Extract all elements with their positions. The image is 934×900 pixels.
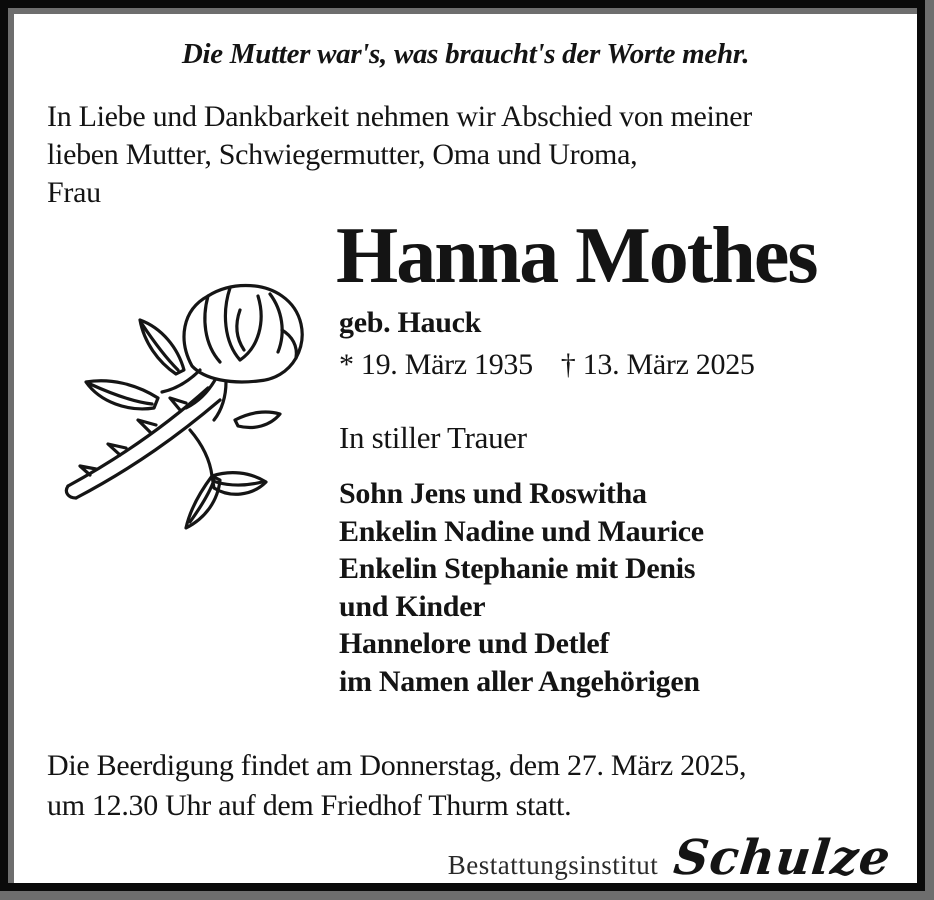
birth-date: * 19. März 1935: [339, 348, 533, 381]
intro-line: lieben Mutter, Schwiegermutter, Oma und Uroma,: [47, 138, 638, 171]
mourner-line: Hannelore und Detlef: [339, 627, 610, 660]
notice-card: [14, 14, 917, 886]
rose-icon: [30, 270, 330, 530]
life-dates: [339, 348, 755, 382]
funeral-line: Die Beerdigung findet am Donnerstag, dem 27. März 2025,: [47, 749, 747, 782]
undertaker-name: Schulze: [671, 830, 894, 886]
funeral-line: um 12.30 Uhr auf dem Friedhof Thurm statt.: [47, 789, 572, 822]
epigraph: Die Mutter war's, was braucht's der Worte mehr.: [181, 38, 750, 70]
mourner-line: Enkelin Stephanie mit Denis: [339, 552, 696, 585]
mourner-line: Enkelin Nadine und Maurice: [339, 514, 704, 548]
intro-paragraph: [47, 98, 752, 212]
mourners-list: [339, 475, 704, 700]
maiden-name: geb. Hauck: [339, 306, 482, 339]
undertaker-label: Bestattungsinstitut: [447, 850, 659, 880]
funeral-info: [47, 746, 746, 826]
intro-line: In Liebe und Dankbarkeit nehmen wir Abschied von meiner: [47, 100, 752, 133]
mourning-heading: In stiller Trauer: [339, 420, 527, 455]
undertaker-signature: [447, 830, 894, 886]
mourner-line: im Namen aller Angehörigen: [339, 664, 700, 698]
intro-line: Frau: [47, 176, 101, 209]
death-date: † 13. März 2025: [560, 348, 755, 381]
deceased-name: Hanna Mothes: [336, 212, 817, 300]
mourner-line: und Kinder: [339, 589, 486, 623]
mourner-line: Sohn Jens und Roswitha: [339, 477, 647, 510]
